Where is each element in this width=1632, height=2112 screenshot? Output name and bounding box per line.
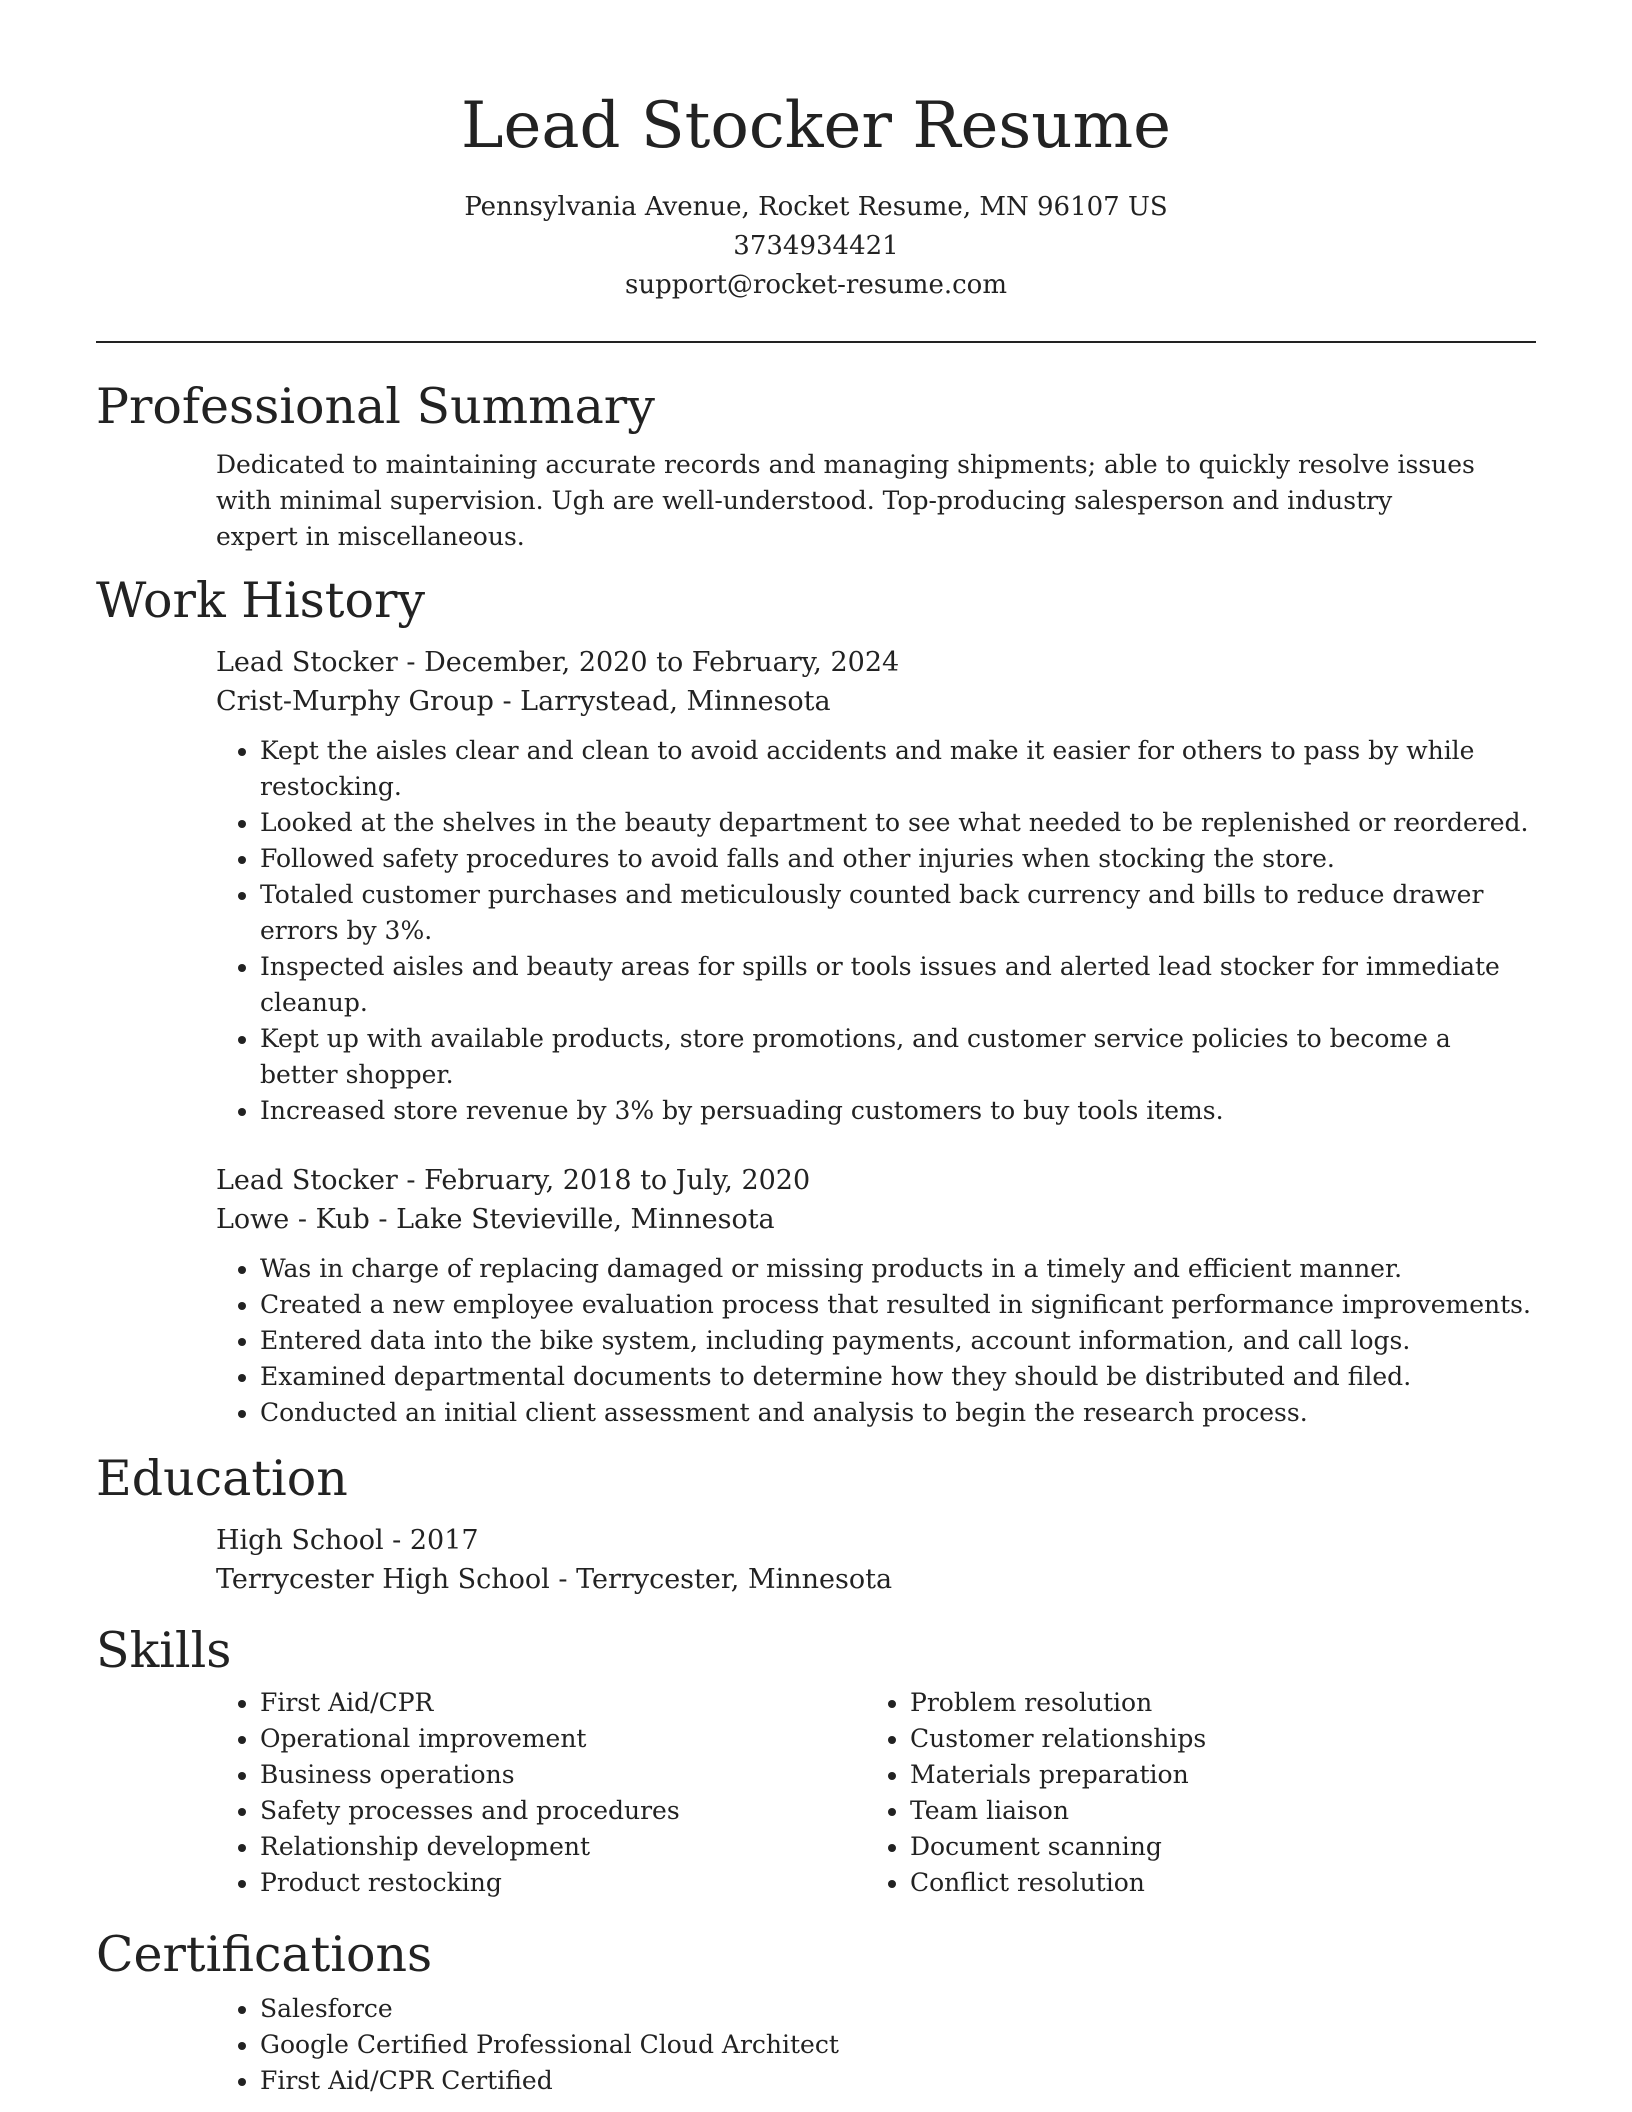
contact-info [96, 188, 1536, 305]
list-item: • First Aid/CPR [260, 1685, 866, 1721]
school-location: - Terrycester, Minnesota [549, 1564, 893, 1595]
list-item: • Relationship development [260, 1829, 866, 1865]
summary-section [96, 377, 1536, 555]
list-item: • Salesforce [260, 1991, 1536, 2027]
job-company-line [216, 682, 1536, 721]
summary-heading: Professional Summary [96, 378, 655, 435]
school-name: Terrycester High School [216, 1564, 550, 1595]
education-entry [96, 1521, 1536, 1599]
contact-phone: 3734934421 [733, 231, 899, 261]
list-item: • Conducted an initial client assessment and analysis to begin the research process. [260, 1395, 1536, 1431]
list-item: • Looked at the shelves in the beauty department to see what needed to be replenished or reordered. [260, 805, 1536, 841]
list-item: • Totaled customer purchases and meticulously counted back currency and bills to reduce drawer errors by 3%. [260, 877, 1536, 949]
list-item: • Business operations [260, 1757, 866, 1793]
contact-address: Pennsylvania Avenue, Rocket Resume, MN 96107 US [464, 192, 1168, 222]
certifications-block [96, 1991, 1536, 2099]
list-item: • Google Certified Professional Cloud Architect [260, 2027, 1536, 2063]
degree: High School [216, 1525, 384, 1556]
list-item: • Operational improvement [260, 1721, 866, 1757]
list-item: • Document scanning [910, 1829, 1516, 1865]
skills-column-right [866, 1681, 1516, 1901]
contact-email: support@rocket-resume.com [624, 270, 1007, 300]
list-item: • Inspected aisles and beauty areas for spills or tools issues and alerted lead stocker for immediate cleanup. [260, 949, 1536, 1021]
education-section [96, 1449, 1536, 1599]
graduation-year: - 2017 [383, 1525, 479, 1556]
skills-grid [96, 1681, 1536, 1901]
work-history-heading: Work History [96, 572, 426, 629]
list-item: • Kept the aisles clear and clean to avoid accidents and make it easier for others to pass by while restocking. [260, 733, 1536, 805]
list-item: • Safety processes and procedures [260, 1793, 866, 1829]
job-duties-list [216, 733, 1536, 1129]
list-item: • Materials preparation [910, 1757, 1516, 1793]
work-history-section [96, 571, 1536, 1431]
header-divider [96, 341, 1536, 343]
degree-line [216, 1521, 1536, 1560]
education-heading: Education [96, 1450, 348, 1507]
certifications-heading: Certifications [96, 1926, 433, 1983]
list-item: • Created a new employee evaluation process that resulted in significant performance improvements. [260, 1287, 1536, 1323]
list-item: • Customer relationships [910, 1721, 1516, 1757]
list-item: • Increased store revenue by 3% by persuading customers to buy tools items. [260, 1093, 1536, 1129]
job-dates: - February, 2018 to July, 2020 [397, 1165, 811, 1196]
job-entry [96, 643, 1536, 1129]
resume-header [96, 0, 1536, 305]
job-location: - Larrystead, Minnesota [493, 686, 831, 717]
certifications-list [216, 1991, 1536, 2099]
job-location: - Lake Stevieville, Minnesota [369, 1204, 775, 1235]
job-duties-list [216, 1251, 1536, 1431]
skills-column-left [216, 1681, 866, 1901]
job-company-line [216, 1200, 1536, 1239]
job-title: Lead Stocker [216, 1165, 398, 1196]
resume-title: Lead Stocker Resume [460, 89, 1172, 163]
list-item: • Entered data into the bike system, including payments, account information, and call logs. [260, 1323, 1536, 1359]
summary-text: Dedicated to maintaining accurate records and managing shipments; able to quickly resolve issues with minimal supervision. Ugh are well-understood. Top-producing salesperson and industry expert in miscellaneous. [216, 450, 1475, 551]
list-item: • Conflict resolution [910, 1865, 1516, 1901]
list-item: • Problem resolution [910, 1685, 1516, 1721]
skills-list [216, 1685, 866, 1901]
job-entry [96, 1161, 1536, 1431]
job-dates: - December, 2020 to February, 2024 [397, 647, 900, 678]
skills-section [96, 1621, 1536, 1901]
skills-list [866, 1685, 1516, 1901]
job-title: Lead Stocker [216, 647, 398, 678]
list-item: • First Aid/CPR Certified [260, 2063, 1536, 2099]
job-company: Crist-Murphy Group [216, 686, 494, 717]
list-item: • Product restocking [260, 1865, 866, 1901]
list-item: • Was in charge of replacing damaged or missing products in a timely and efficient manner. [260, 1251, 1536, 1287]
certifications-section [96, 1925, 1536, 2099]
job-title-line [216, 1161, 1536, 1200]
list-item: • Kept up with available products, store promotions, and customer service policies to become a better shopper. [260, 1021, 1536, 1093]
school-line [216, 1560, 1536, 1599]
list-item: • Examined departmental documents to determine how they should be distributed and filed. [260, 1359, 1536, 1395]
list-item: • Team liaison [910, 1793, 1516, 1829]
skills-heading: Skills [96, 1622, 232, 1679]
job-title-line [216, 643, 1536, 682]
job-company: Lowe - Kub [216, 1204, 370, 1235]
list-item: • Followed safety procedures to avoid falls and other injuries when stocking the store. [260, 841, 1536, 877]
